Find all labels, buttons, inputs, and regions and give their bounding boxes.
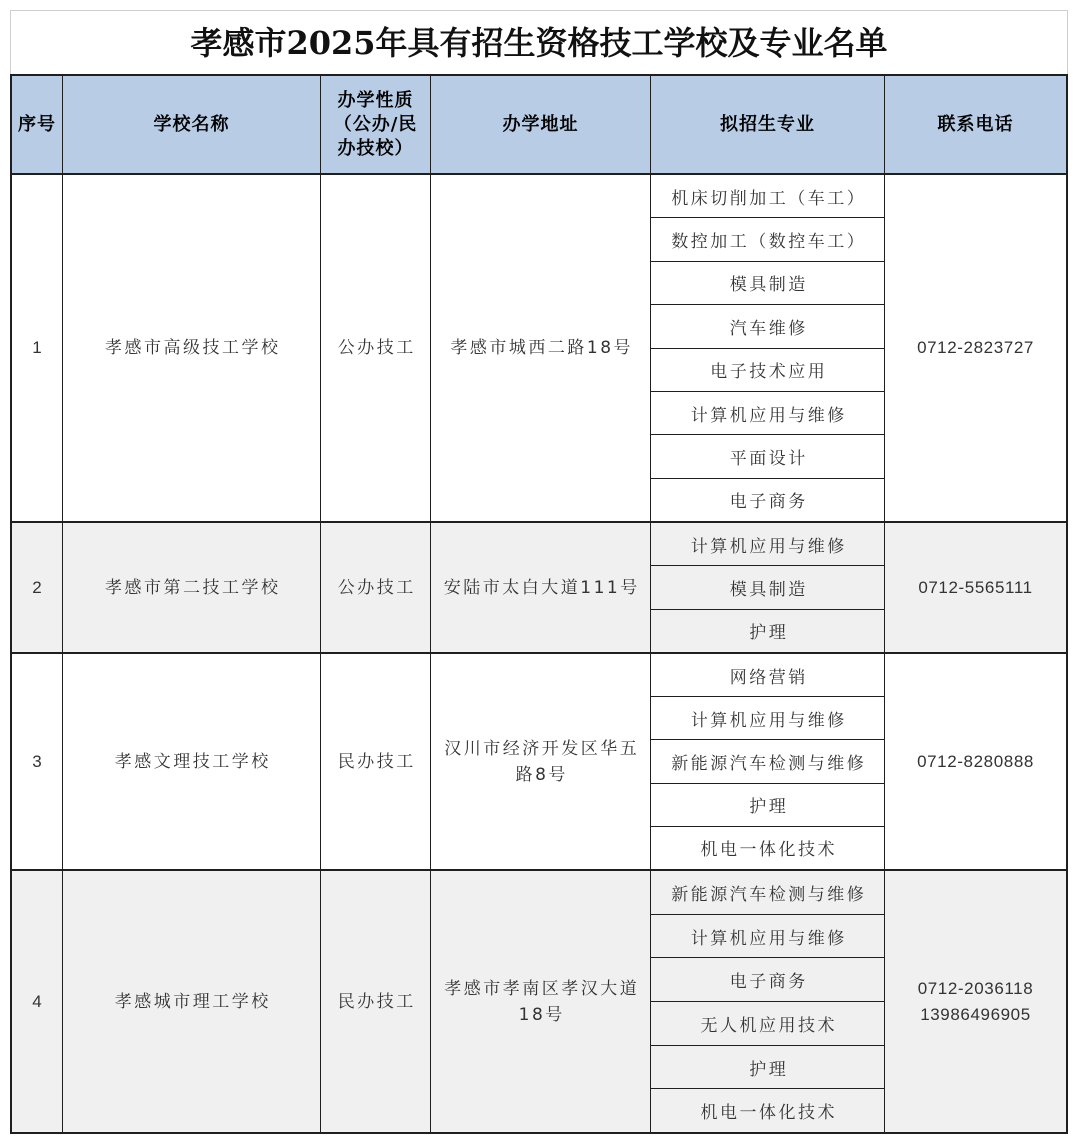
major-item: 模具制造 <box>651 566 884 609</box>
header-nature: 办学性质（公办/民办技校） <box>333 89 418 159</box>
header-index: 序号 <box>18 113 56 135</box>
school-phone-cell <box>885 523 1066 652</box>
school-index-cell <box>12 654 63 869</box>
school-index: 4 <box>32 991 42 1011</box>
school-name: 孝感市高级技工学校 <box>105 338 281 358</box>
school-index-cell <box>12 175 63 521</box>
school-phone-cell <box>885 654 1066 869</box>
school-address: 孝感市城西二路18号 <box>450 338 634 358</box>
school-nature-cell <box>321 871 431 1132</box>
phone-number: 0712-5565111 <box>918 577 1033 597</box>
major-item: 数控加工（数控车工） <box>651 218 884 261</box>
school-index-cell <box>12 871 63 1132</box>
school-address-cell <box>431 175 651 521</box>
major-item: 计算机应用与维修 <box>651 915 884 959</box>
major-item: 电子技术应用 <box>651 349 884 392</box>
major-item: 计算机应用与维修 <box>651 523 884 566</box>
table-header-row <box>12 76 1066 175</box>
header-nature-cell <box>321 76 431 173</box>
school-majors-cell <box>651 523 885 652</box>
header-phone-cell <box>885 76 1066 173</box>
school-nature: 民办技工 <box>337 751 416 772</box>
school-row-2 <box>12 523 1066 654</box>
school-name-cell <box>63 654 321 869</box>
title-bar <box>10 10 1068 74</box>
major-item: 模具制造 <box>651 262 884 305</box>
school-nature-cell <box>321 523 431 652</box>
school-index: 3 <box>32 751 42 771</box>
school-nature-cell <box>321 654 431 869</box>
school-index: 2 <box>32 577 42 597</box>
school-phone-cell <box>885 175 1066 521</box>
major-item: 电子商务 <box>729 492 808 513</box>
major-item: 网络营销 <box>651 654 884 697</box>
major-item: 平面设计 <box>651 435 884 478</box>
school-address-cell <box>431 523 651 652</box>
school-nature-cell <box>321 175 431 521</box>
school-phone-cell <box>885 871 1066 1132</box>
header-index-cell <box>12 76 63 173</box>
major-item: 无人机应用技术 <box>651 1002 884 1046</box>
school-address: 孝感市孝南区孝汉大道18号 <box>444 978 640 1025</box>
school-address-cell <box>431 654 651 869</box>
school-name-cell <box>63 871 321 1132</box>
school-row-3 <box>12 654 1066 871</box>
major-item: 电子商务 <box>651 958 884 1002</box>
phone-number: 0712-8280888 <box>917 751 1034 771</box>
school-name-cell <box>63 175 321 521</box>
school-majors-cell <box>651 871 885 1132</box>
major-item: 计算机应用与维修 <box>651 392 884 435</box>
school-name-cell <box>63 523 321 652</box>
major-item: 汽车维修 <box>651 305 884 348</box>
major-item: 机电一体化技术 <box>700 840 837 861</box>
header-address-cell <box>431 76 651 173</box>
phone-number: 0712-2036118 <box>917 978 1034 998</box>
major-item: 计算机应用与维修 <box>651 697 884 740</box>
header-school-name-cell <box>63 76 321 173</box>
school-table <box>10 74 1068 1134</box>
school-row-4 <box>12 871 1066 1132</box>
school-row-1 <box>12 175 1066 523</box>
school-majors-cell <box>651 175 885 521</box>
phone-number: 0712-2823727 <box>917 338 1034 357</box>
school-address: 安陆市太白大道111号 <box>443 577 640 598</box>
major-item: 机电一体化技术 <box>700 1103 837 1124</box>
header-phone: 联系电话 <box>937 113 1014 135</box>
school-address-cell <box>431 871 651 1132</box>
major-item: 机床切削加工（车工） <box>651 175 884 218</box>
page-title: 孝感市2025年具有招生资格技工学校及专业名单 <box>190 23 888 62</box>
header-majors-cell <box>651 76 885 173</box>
major-item: 护理 <box>749 623 789 644</box>
major-item: 护理 <box>651 784 884 827</box>
phone-number: 13986496905 <box>920 1004 1031 1024</box>
school-nature: 民办技工 <box>337 991 416 1012</box>
school-name: 孝感市第二技工学校 <box>105 577 281 598</box>
school-name: 孝感文理技工学校 <box>114 751 271 772</box>
major-item: 新能源汽车检测与维修 <box>651 871 884 915</box>
school-nature: 公办技工 <box>337 338 416 358</box>
school-index-cell <box>12 523 63 652</box>
school-address: 汉川市经济开发区华五路8号 <box>444 738 640 785</box>
school-name: 孝感城市理工学校 <box>114 991 271 1012</box>
school-majors-cell <box>651 654 885 869</box>
header-address: 办学地址 <box>502 113 579 135</box>
school-nature: 公办技工 <box>337 577 416 598</box>
major-item: 护理 <box>651 1046 884 1090</box>
school-index: 1 <box>32 338 42 357</box>
header-school-name: 学校名称 <box>153 113 230 135</box>
header-majors: 拟招生专业 <box>720 113 815 135</box>
major-item: 新能源汽车检测与维修 <box>651 740 884 783</box>
